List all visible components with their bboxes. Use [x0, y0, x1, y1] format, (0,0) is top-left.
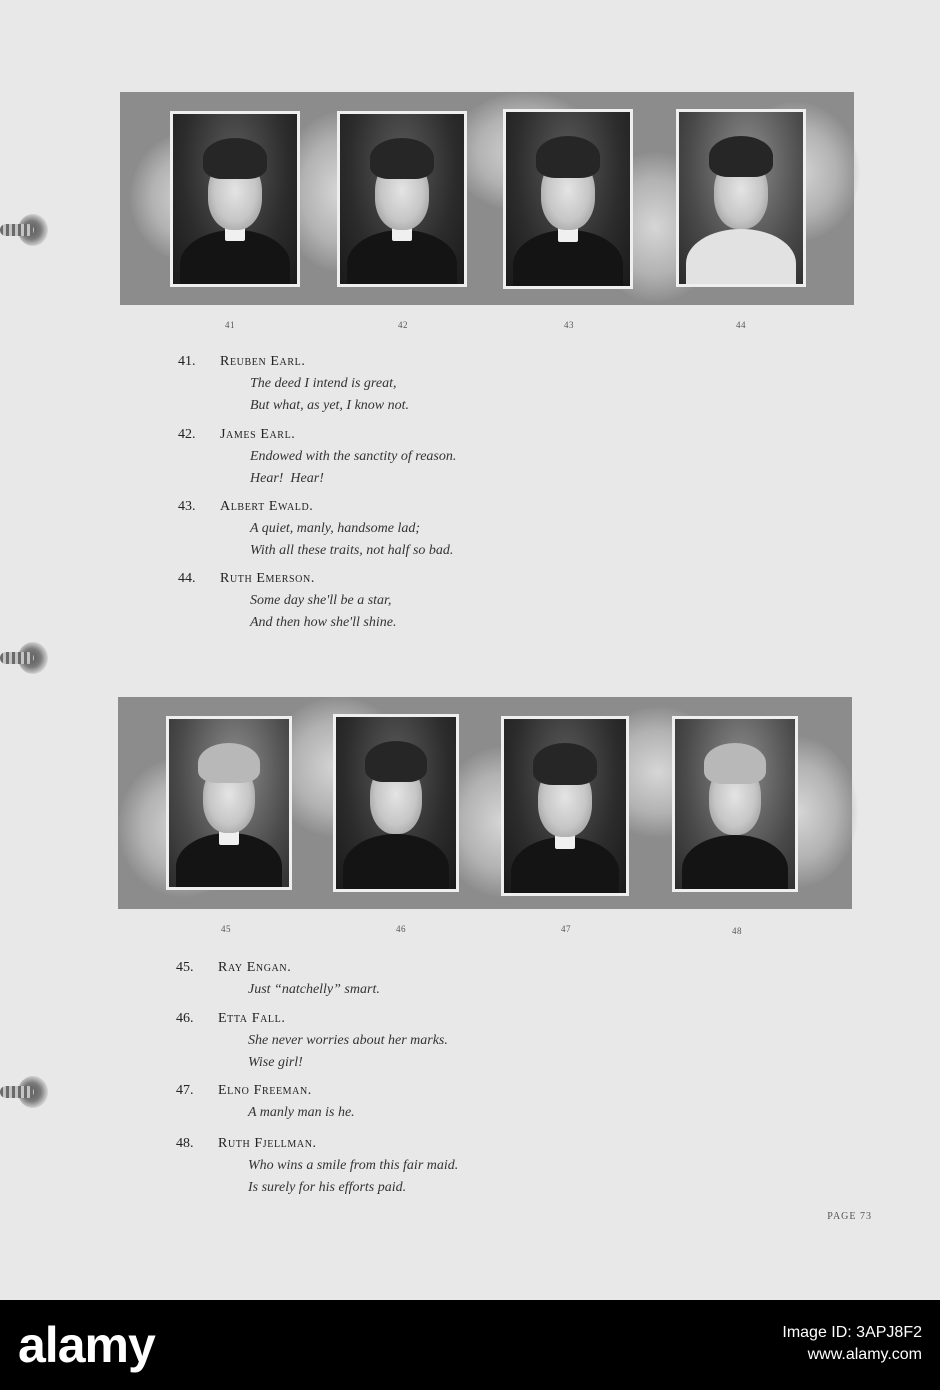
portrait-photo-44	[676, 109, 806, 287]
entry-number: 48.	[176, 1136, 194, 1151]
entry-quote-line: Wise girl!	[248, 1055, 303, 1070]
entry-quote-line: Hear! Hear!	[250, 471, 324, 486]
entry-45	[176, 957, 696, 1001]
entry-number: 41.	[178, 354, 196, 369]
stock-image-info	[782, 1322, 922, 1366]
alamy-logo: alamy	[18, 1317, 155, 1373]
portrait-photo-41	[170, 111, 300, 287]
entry-47	[176, 1080, 696, 1124]
entry-number: 45.	[176, 960, 194, 975]
portrait-photo-43	[503, 109, 633, 289]
entry-name: Albert Ewald.	[220, 499, 314, 514]
entry-44	[178, 568, 698, 634]
portrait-photo-45	[166, 716, 292, 890]
photo-number-45: 45	[221, 924, 231, 934]
entry-number: 44.	[178, 571, 196, 586]
portrait-photo-48	[672, 716, 798, 892]
entry-name: Elno Freeman.	[218, 1083, 312, 1098]
entry-number: 46.	[176, 1011, 194, 1026]
entry-quote-line: Who wins a smile from this fair maid.	[248, 1158, 459, 1173]
photo-band-top	[120, 92, 854, 305]
entry-quote-line: Is surely for his efforts paid.	[248, 1180, 407, 1195]
entry-name: Ray Engan.	[218, 960, 292, 975]
entry-quote-line: But what, as yet, I know not.	[250, 398, 410, 413]
portrait-photo-46	[333, 714, 459, 892]
photo-number-48: 48	[732, 926, 742, 936]
entry-number: 43.	[178, 499, 196, 514]
entry-quote-line: Endowed with the sanctity of reason.	[250, 449, 457, 464]
entry-43	[178, 496, 698, 562]
portrait-photo-42	[337, 111, 467, 287]
entry-46	[176, 1008, 696, 1074]
entry-quote-line: Some day she'll be a star,	[250, 593, 392, 608]
photo-number-44: 44	[736, 320, 746, 330]
stock-site-url: www.alamy.com	[807, 1346, 922, 1363]
photo-number-41: 41	[225, 320, 235, 330]
entry-42	[178, 424, 698, 490]
entry-48	[176, 1133, 696, 1199]
entry-name: Etta Fall.	[218, 1011, 286, 1026]
entry-name: James Earl.	[220, 427, 296, 442]
photo-number-47: 47	[561, 924, 571, 934]
entry-name: Ruth Emerson.	[220, 571, 315, 586]
entry-quote-line: The deed I intend is great,	[250, 376, 397, 391]
page-number: PAGE 73	[827, 1211, 872, 1222]
entry-41	[178, 351, 698, 417]
photo-number-46: 46	[396, 924, 406, 934]
photo-number-43: 43	[564, 320, 574, 330]
binder-ring-top	[0, 204, 52, 256]
entry-quote-line: With all these traits, not half so bad.	[250, 543, 454, 558]
photo-band-bottom	[118, 697, 852, 909]
stock-image-id: Image ID: 3APJ8F2	[782, 1324, 922, 1341]
binder-ring-bottom	[0, 1066, 52, 1118]
entry-name: Reuben Earl.	[220, 354, 306, 369]
entry-quote-line: A manly man is he.	[248, 1105, 355, 1120]
entry-number: 42.	[178, 427, 196, 442]
photo-number-42: 42	[398, 320, 408, 330]
entry-number: 47.	[176, 1083, 194, 1098]
entry-quote-line: A quiet, manly, handsome lad;	[250, 521, 421, 536]
entry-quote-line: She never worries about her marks.	[248, 1033, 448, 1048]
entry-name: Ruth Fjellman.	[218, 1136, 317, 1151]
binder-ring-middle	[0, 632, 52, 684]
entry-quote-line: Just “natchelly” smart.	[248, 982, 380, 997]
entry-quote-line: And then how she'll shine.	[250, 615, 397, 630]
portrait-photo-47	[501, 716, 629, 896]
